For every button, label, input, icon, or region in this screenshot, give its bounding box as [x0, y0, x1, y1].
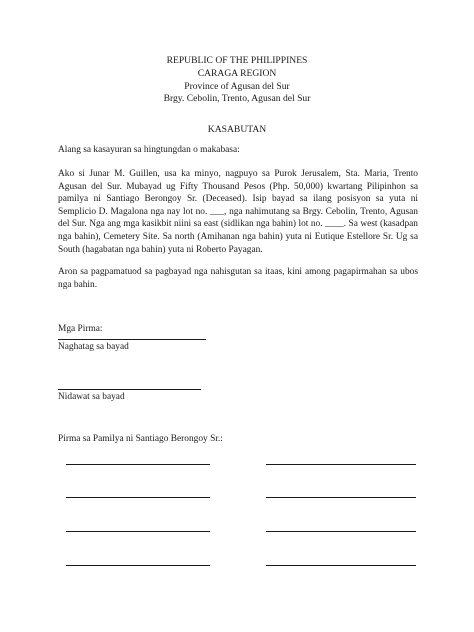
receiver-signature-line — [58, 389, 201, 390]
salutation: Alang sa kasayuran sa hingtungdan o makabasa: — [58, 145, 240, 155]
document-title: KASABUTAN — [207, 124, 267, 135]
family-signature-line — [266, 464, 416, 465]
family-signature-line — [266, 565, 416, 566]
payer-label: Naghatag sa bayad — [58, 342, 129, 352]
family-signatures-heading: Pirma sa Pamilya ni Santiago Berongoy Sr.: — [58, 434, 223, 444]
family-signature-line — [266, 531, 416, 532]
receiver-label: Nidawat sa bayad — [58, 392, 125, 402]
family-signature-line — [66, 565, 210, 566]
family-signature-line — [66, 531, 210, 532]
document-header — [0, 55, 474, 106]
payer-signature-line — [58, 339, 206, 340]
closing-paragraph: Aron sa pagpamatuod sa pagbayad nga nahisgutan sa itaas, kini among pagapirmahan sa ubos nga bahin. — [58, 267, 418, 290]
signatures-heading: Mga Pirma: — [58, 324, 103, 334]
header-barangay: Brgy. Cebolin, Trento, Agusan del Sur — [163, 93, 311, 105]
main-paragraph: Ako si Junar M. Guillen, usa ka minyo, nagpuyo sa Purok Jerusalem, Sta. Maria, Trento Agusan del Sur. Mubayad ug Fifty Thousand Pesos (Php. 50,000) kwartang Pilipinhon sa pamilya ni Santiago Berongoy Sr. (Deceased). Isip bayad sa ilang posisyon sa yuta ni Semplicio D. Magalona nga nay lot no. ___, nga nahimutang sa Brgy. Cebolin, Trento, Agusan del Sur. Nga ang mga kasikbit niini sa east (sidlikan nga bahin) lot no. ____. Sa west (kasadpan nga bahin), Cemetery Site. Sa north (Amihanan nga bahin) yuta ni Eutique Estellore Sr. Ug sa South (hagabatan nga bahin) yuta ni Roberto Payagan. — [58, 169, 418, 255]
header-country: REPUBLIC OF THE PHILIPPINES — [166, 55, 308, 66]
family-signature-line — [66, 464, 210, 465]
header-region: CARAGA REGION — [197, 67, 277, 79]
header-province: Province of Agusan del Sur — [184, 80, 290, 92]
family-signature-line — [266, 497, 416, 498]
family-signature-line — [66, 497, 210, 498]
